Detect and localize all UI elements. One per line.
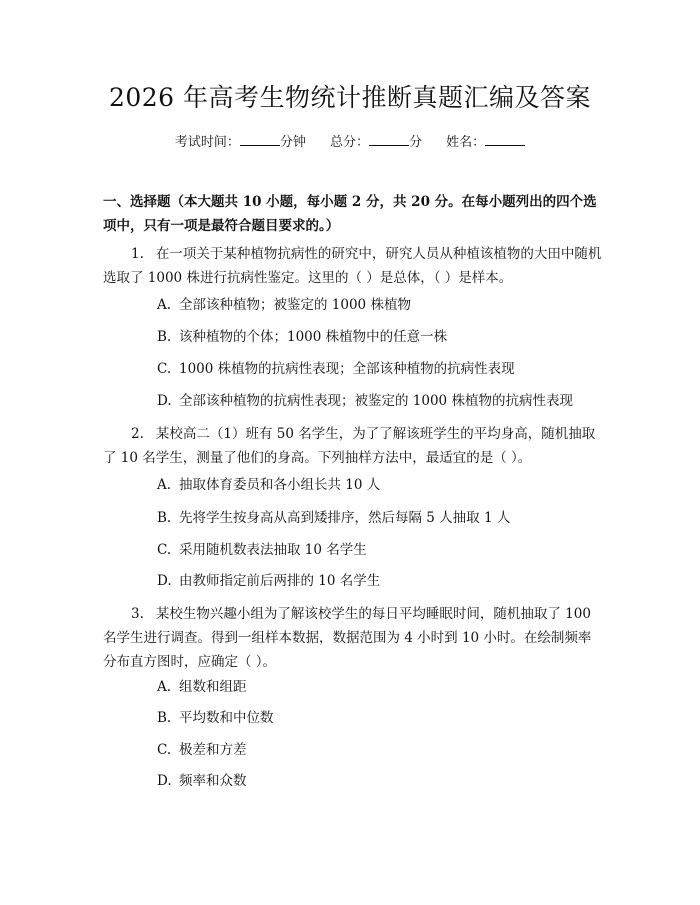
option-label: A. [157,477,172,493]
score-unit: 分 [409,135,423,150]
question-1 [103,242,603,290]
option-text: 采用随机数表法抽取 10 名学生 [179,542,367,558]
option-3d [157,771,597,791]
question-number: 1. [131,246,144,262]
option-text: 频率和众数 [179,773,247,789]
option-2b [157,508,597,528]
option-label: D. [157,393,172,409]
time-label: 考试时间： [174,135,240,150]
time-unit: 分钟 [279,135,306,150]
name-field [446,131,525,153]
option-text: 抽取体育委员和各小组长共 10 人 [179,477,381,493]
score-blank [369,131,409,146]
score-field [330,131,422,153]
option-text: 极差和方差 [179,742,247,758]
option-text: 先将学生按身高从高到矮排序，然后每隔 5 人抽取 1 人 [179,510,511,526]
time-blank [240,131,280,146]
question-2 [103,422,603,470]
option-text: 平均数和中位数 [179,710,274,726]
option-label: C. [157,542,172,558]
option-3a [157,677,597,697]
option-text: 由教师指定前后两排的 10 名学生 [179,573,381,589]
option-3b [157,708,597,728]
question-number: 2. [131,426,144,442]
option-text: 该种植物的个体；1000 株植物中的任意一株 [179,329,448,345]
time-field [175,131,306,153]
option-label: D. [157,773,172,789]
option-2c [157,540,597,560]
section-heading: 一、选择题（本大题共 10 小题，每小题 2 分，共 20 分。在每小题列出的四个选项中，只有一项是最符合题目要求的。） [103,194,597,234]
option-text: 全部该种植物的抗病性表现；被鉴定的 1000 株植物的抗病性表现 [179,393,573,409]
question-text: 在一项关于某种植物抗病性的研究中，研究人员从种植该植物的大田中随机选取了 1000 株进行抗病性鉴定。这里的（ ）是总体，（ ）是样本。 [103,246,602,286]
option-2d [157,571,597,591]
option-label: B. [157,510,172,526]
exam-title: 2026 年高考生物统计推断真题汇编及答案 [108,83,592,112]
option-label: C. [157,742,172,758]
option-label: A. [157,679,172,695]
option-label: B. [157,710,172,726]
option-label: A. [157,297,172,313]
option-1a [157,295,597,315]
option-1d [157,391,597,411]
question-text: 某校高二（1）班有 50 名学生，为了了解该班学生的平均身高，随机抽取了 10 名学生，测量了他们的身高。下列抽样方法中，最适宜的是（ ）。 [103,426,596,466]
exam-meta [0,131,700,153]
question-text: 某校生物兴趣小组为了解该校学生的每日平均睡眠时间，随机抽取了 100 名学生进行调查。得到一组样本数据，数据范围为 4 小时到 10 小时。在绘制频率分布直方图时，应确定（ ）。 [103,606,592,670]
question-3 [103,602,603,674]
option-label: D. [157,573,172,589]
option-text: 1000 株植物的抗病性表现；全部该种植物的抗病性表现 [179,361,515,377]
option-text: 全部该种植物；被鉴定的 1000 株植物 [179,297,411,313]
option-label: C. [157,361,172,377]
option-2a [157,475,597,495]
option-label: B. [157,329,172,345]
option-text: 组数和组距 [179,679,247,695]
option-1c [157,359,597,379]
name-label: 姓名： [446,135,486,150]
question-number: 3. [131,606,144,622]
option-3c [157,740,597,760]
option-1b [157,327,597,347]
score-label: 总分： [329,135,369,150]
name-blank [485,131,525,146]
